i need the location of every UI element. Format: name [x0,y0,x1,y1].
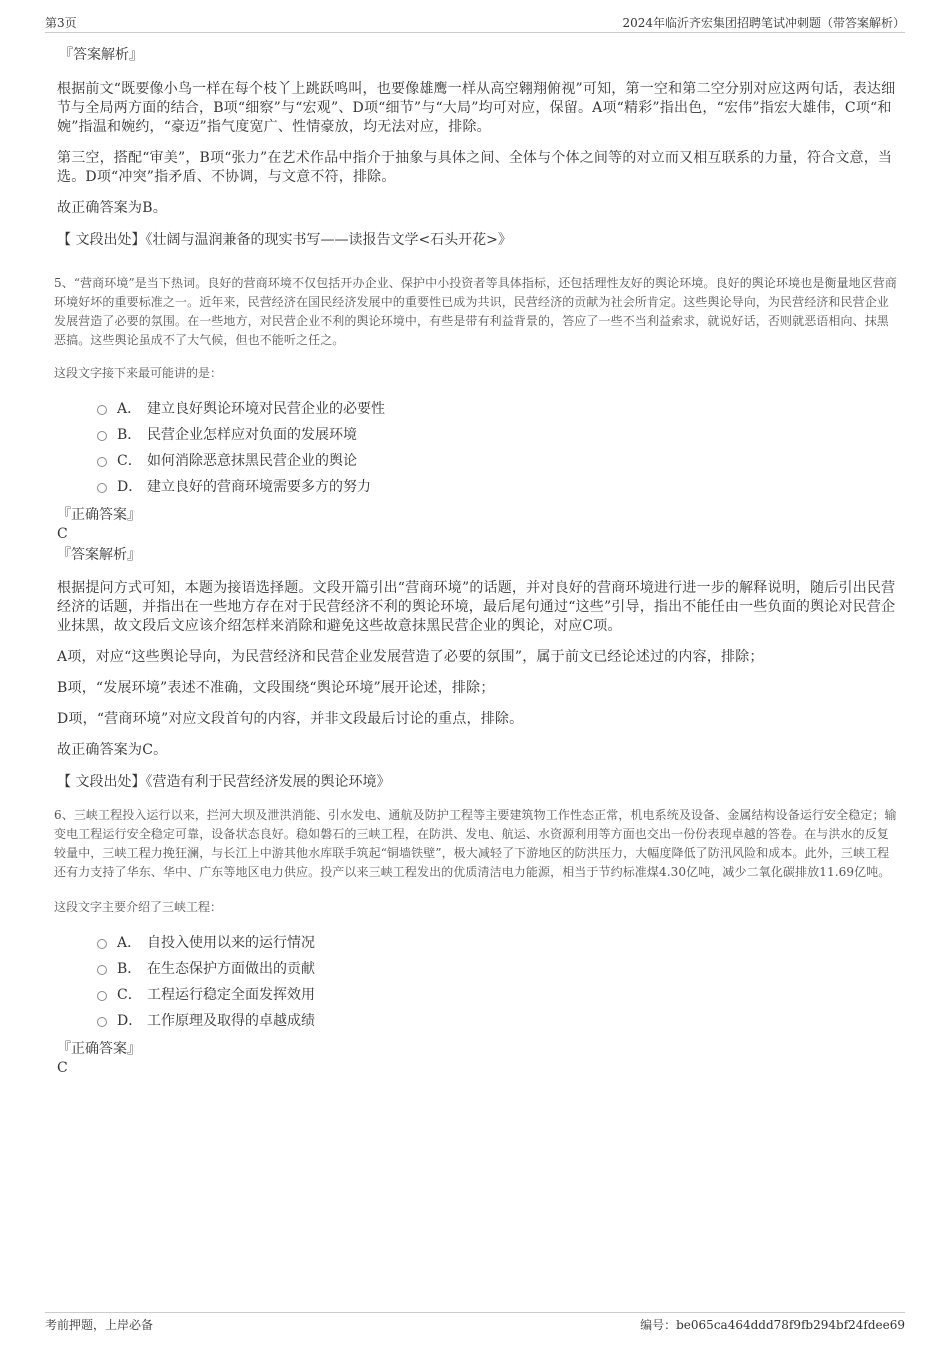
q6-options [97,929,897,1033]
q6-option-a[interactable]: A． 自投入使用以来的运行情况 [97,929,897,955]
page-content [54,45,898,1077]
q4-source: 【 文段出处】《壮阔与温润兼备的现实书写——读报告文学<石头开花>》 [57,232,512,248]
q6-option-c[interactable]: C． 工程运行稳定全面发挥效用 [97,981,897,1007]
q5-analysis-label: 『答案解析』 [57,547,141,563]
q5-option-d[interactable]: D． 建立良好的营商环境需要多方的努力 [97,473,897,499]
q5-conclusion: 故正确答案为C。 [57,742,168,758]
footer-slogan: 考前押题，上岸必备 [45,1318,154,1332]
q4-analysis-label: 『答案解析』 [59,47,143,63]
document-id: 编号：be065ca464ddd78f9fb294bf24fdee69 [640,1318,905,1332]
q5-option-c[interactable]: C． 如何消除恶意抹黑民营企业的舆论 [97,447,897,473]
q5-options [97,395,897,499]
radio-icon[interactable] [97,405,107,415]
q5-answer: C [57,526,68,542]
radio-icon[interactable] [97,457,107,467]
q5-analysis-paragraph-4: D项，“营商环境”对应文段首句的内容，并非文段最后讨论的重点，排除。 [57,711,524,727]
q5-option-b[interactable]: B． 民营企业怎样应对负面的发展环境 [97,421,897,447]
radio-icon[interactable] [97,483,107,493]
q4-analysis-paragraph-1: 根据前文“既要像小鸟一样在每个枝丫上跳跃鸣叫，也要像雄鹰一样从高空翱翔俯视”可知，第一空和第二空分别对应这两句话，表达细节与全局两方面的结合，B项“细察”与“宏观”、D项“细节”与“大局”均可对应，保留。A项“精彩”指出色，“宏伟”指宏大雄伟，C项“和婉”指温和婉约，“豪迈”指气度宽广、性情豪放，均无法对应，排除。 [57,81,896,135]
q6-prompt: 这段文字主要介绍了三峡工程： [54,900,223,914]
q6-option-b[interactable]: B． 在生态保护方面做出的贡献 [97,955,897,981]
radio-icon[interactable] [97,431,107,441]
document-title: 2024年临沂齐宏集团招聘笔试冲刺题（带答案解析） [622,16,905,30]
page-header [45,12,905,33]
radio-icon[interactable] [97,939,107,949]
q5-prompt: 这段文字接下来最可能讲的是： [54,366,223,380]
q5-stem: 5、“营商环境”是当下热词。良好的营商环境不仅包括开办企业、保护中小投资者等具体指标，还包括理性友好的舆论环境。良好的舆论环境也是衡量地区营商环境好坏的重要标准之一。近年来，民营经济在国民经济发展中的重要性已成为共识，民营经济的贡献为社会所肯定。这些舆论导向，为民营经济和民营企业发展营造了必要的氛围。在一些地方，对民营企业不利的舆论环境中，有些是带有利益背景的，答应了一些不当利益索求，就说好话，否则就恶语相向、抹黑恶搞。这些舆论虽成不了大气候，但也不能听之任之。 [54,276,898,347]
page-number: 第3页 [45,16,77,30]
q6-answer-label: 『正确答案』 [57,1041,141,1057]
q5-answer-label: 『正确答案』 [57,507,141,523]
q5-analysis-paragraph-2: A项，对应“这些舆论导向，为民营经济和民营企业发展营造了必要的氛围”，属于前文已经论述过的内容，排除； [57,649,764,665]
q4-conclusion: 故正确答案为B。 [57,200,167,216]
radio-icon[interactable] [97,965,107,975]
radio-icon[interactable] [97,991,107,1001]
q6-stem: 6、三峡工程投入运行以来，拦河大坝及泄洪消能、引水发电、通航及防护工程等主要建筑物工作性态正常，机电系统及设备、金属结构设备运行安全稳定；输变电工程运行安全稳定可靠，设备状态良好。稳如磐石的三峡工程，在防洪、发电、航运、水资源利用等方面也交出一份份表现卓越的答卷。在与洪水的反复较量中，三峡工程力挽狂澜，与长江上中游其他水库联手筑起“铜墙铁壁”，极大减轻了下游地区的防洪压力，大幅度降低了防汛风险和成本。此外，三峡工程还有力支持了华东、华中、广东等地区电力供应。投产以来三峡工程发出的优质清洁电力能源，相当于节约标准煤4.30亿吨，减少二氧化碳排放11.69亿吨。 [54,808,897,879]
q6-option-d[interactable]: D． 工作原理及取得的卓越成绩 [97,1007,897,1033]
q6-answer: C [57,1060,68,1076]
q5-source: 【 文段出处】《营造有利于民营经济发展的舆论环境》 [57,774,391,790]
q4-analysis-paragraph-2: 第三空，搭配“审美”，B项“张力”在艺术作品中指介于抽象与具体之间、全体与个体之间等的对立而又相互联系的力量，符合文意，当选。D项“冲突”指矛盾、不协调，与文意不符，排除。 [57,150,893,185]
page-footer [45,1312,905,1335]
q5-option-a[interactable]: A． 建立良好舆论环境对民营企业的必要性 [97,395,897,421]
radio-icon[interactable] [97,1017,107,1027]
q5-analysis-paragraph-3: B项，“发展环境”表述不准确，文段围绕“舆论环境”展开论述，排除； [57,680,495,696]
q5-analysis-paragraph-1: 根据提问方式可知，本题为接语选择题。文段开篇引出“营商环境”的话题，并对良好的营商环境进行进一步的解释说明，随后引出民营经济的话题，并指出在一些地方存在对于民营经济不利的舆论环境，最后尾句通过“这些”引导，指出不能任由一些负面的舆论对民营企业抹黑，故文段后文应该介绍怎样来消除和避免这些故意抹黑民营企业的舆论，对应C项。 [57,580,896,634]
